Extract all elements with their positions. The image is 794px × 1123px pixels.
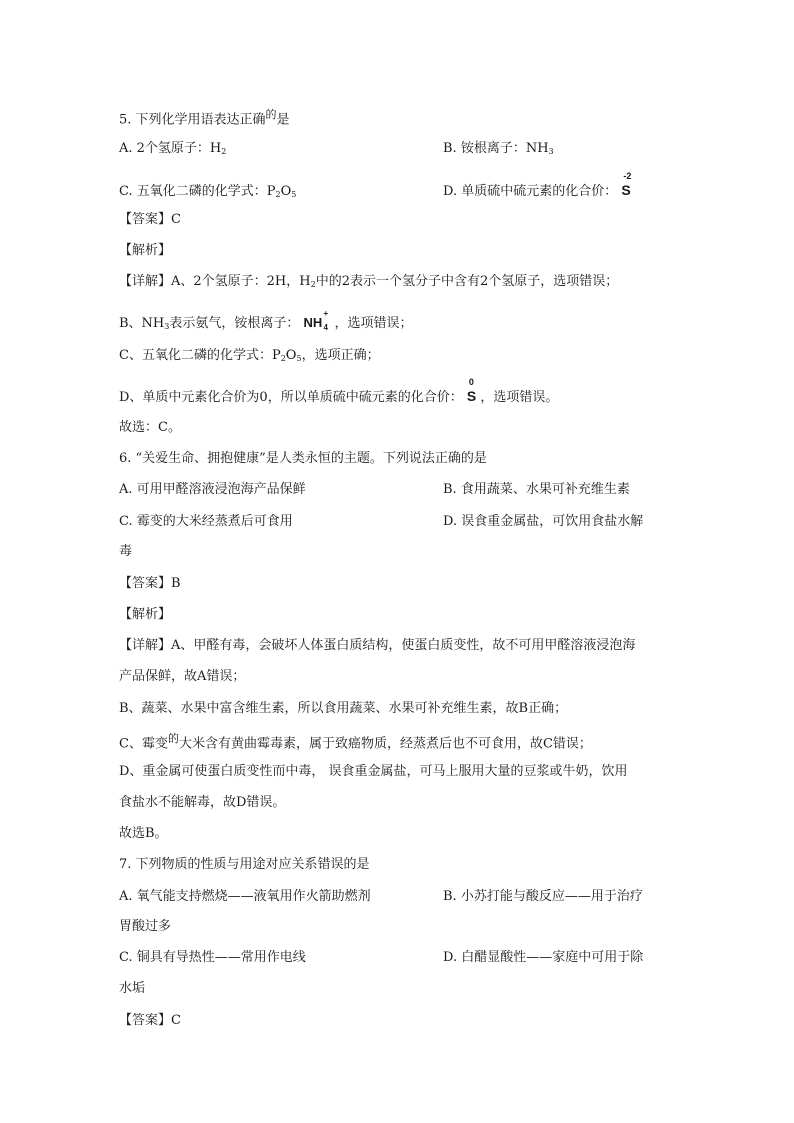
q6-option-b: B. 食用蔬菜、水果可补充维生素 <box>443 482 630 497</box>
q6-detail-b: B、蔬菜、水果中富含维生素，所以食用蔬菜、水果可补充维生素，故B正确； <box>119 701 568 716</box>
q6-option-d-wrap: 毒 <box>119 544 133 559</box>
q5-option-d: D. 单质硫中硫元素的化合价： -2 S <box>443 171 632 199</box>
q6-stem: 6. “关爱生命、拥抱健康”是人类永恒的主题。下列说法正确的是 <box>119 451 487 466</box>
q7-stem: 7. 下列物质的性质与用途对应关系错误的是 <box>119 857 370 872</box>
sulfur-zero-valence-formula: 0 S <box>466 377 477 404</box>
q5-detail-3: C、五氧化二磷的化学式：$P_2O_5$，选项正确； <box>119 348 380 363</box>
q5-stem: 5. 下列化学用语表达正确$^的$是 <box>119 108 290 128</box>
q5-detail-1: 【详解】A、2个氢原子：2H，$H_2$中的2表示一个氢分子中含有2个氢原子，选项错误； <box>119 274 619 289</box>
ammonium-formula: NH + 4 <box>303 309 329 332</box>
q7-option-a: A. 氧气能支持燃烧——液氧用作火箭助燃剂 <box>119 889 371 904</box>
q7-answer: 【答案】C <box>119 1013 181 1028</box>
q5-detail-4: D、单质中元素化合价为0，所以单质硫中硫元素的化合价： 0 S ，选项错误。 <box>119 377 559 405</box>
q7-option-b-wrap: 胃酸过多 <box>119 919 172 934</box>
q7-option-d: D. 白醋显酸性——家庭中可用于除 <box>443 950 644 965</box>
q6-detail-d-1: D、重金属可使蛋白质变性而中毒， 误食重金属盐，可马上服用大量的豆浆或牛奶，饮用 <box>119 764 628 779</box>
q6-conclusion: 故选B。 <box>119 826 168 841</box>
q5-option-c: C. 五氧化二磷的化学式：$P_2O_5$ <box>119 184 297 199</box>
q5-analysis-title: 【解析】 <box>119 243 172 258</box>
sulfur-valence-formula: -2 S <box>621 171 632 198</box>
q6-detail-a-1: 【详解】A、甲醛有毒，会破坏人体蛋白质结构，使蛋白质变性，故不可用甲醛溶液浸泡海 <box>119 638 636 653</box>
q6-detail-c: C、霉变$^的$大米含有黄曲霉毒素，属于致癌物质，经蒸煮后也不可食用，故C错误； <box>119 732 592 752</box>
q6-option-c: C. 霉变的大米经蒸煮后可食用 <box>119 514 293 529</box>
q6-option-d: D. 误食重金属盐，可饮用食盐水解 <box>443 514 644 529</box>
q6-analysis-title: 【解析】 <box>119 607 172 622</box>
q5-answer: 【答案】C <box>119 212 181 227</box>
q6-option-a: A. 可用甲醛溶液浸泡海产品保鲜 <box>119 482 306 497</box>
q7-option-c: C. 铜具有导热性——常用作电线 <box>119 950 306 965</box>
q6-detail-a-2: 产品保鲜，故A错误； <box>119 669 246 684</box>
q6-answer: 【答案】B <box>119 576 181 591</box>
q5-conclusion: 故选：C。 <box>119 420 181 435</box>
q7-option-d-wrap: 水垢 <box>119 981 146 996</box>
q5-option-b: B. 铵根离子：$NH_3$ <box>443 141 554 156</box>
q5-detail-2: B、$NH_3$表示氨气，铵根离子： NH + 4 ，选项错误； <box>119 309 413 332</box>
q5-option-a: A. 2个氢原子：$H_2$ <box>119 141 227 156</box>
q6-detail-d-2: 食盐水不能解毒，故D错误。 <box>119 795 286 810</box>
q7-option-b: B. 小苏打能与酸反应——用于治疗 <box>443 889 643 904</box>
